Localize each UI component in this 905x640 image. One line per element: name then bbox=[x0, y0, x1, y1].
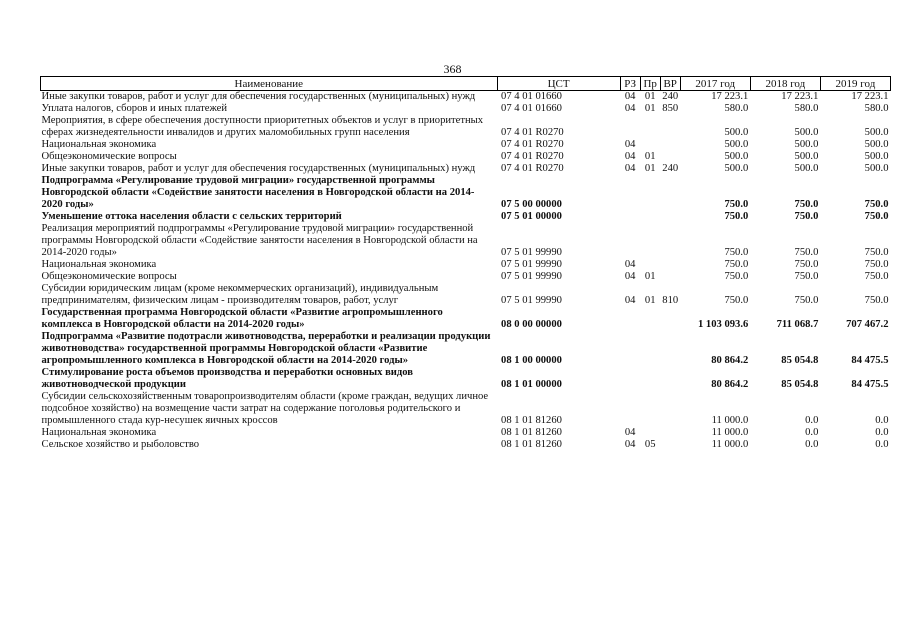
cell-pr bbox=[640, 367, 660, 391]
cell-2018: 500.0 bbox=[794, 139, 819, 150]
cell-pr bbox=[640, 211, 660, 223]
header-vr: ВР bbox=[660, 77, 680, 91]
cell-name: Уменьшение оттока населения области с сельских территорий bbox=[41, 211, 342, 222]
cell-vr bbox=[660, 331, 680, 367]
table-row bbox=[41, 259, 891, 271]
cell-pr: 01 bbox=[644, 91, 656, 102]
header-2018: 2018 год bbox=[750, 77, 820, 91]
cell-2017: 750.0 bbox=[724, 271, 749, 282]
cell-vr bbox=[660, 223, 680, 259]
cell-pr bbox=[640, 307, 660, 331]
cell-pr: 01 bbox=[644, 271, 656, 282]
cell-2018: 0.0 bbox=[805, 415, 819, 426]
cell-cst: 08 1 00 00000 bbox=[501, 355, 562, 366]
cell-2017: 17 223.1 bbox=[711, 91, 749, 102]
cell-cst: 08 1 01 00000 bbox=[501, 379, 562, 390]
cell-2019: 707 467.2 bbox=[846, 319, 889, 330]
cell-vr bbox=[660, 367, 680, 391]
table-row bbox=[41, 391, 891, 427]
cell-2018: 500.0 bbox=[794, 151, 819, 162]
header-name: Наименование bbox=[41, 77, 498, 91]
cell-cst: 07 4 01 R0270 bbox=[501, 139, 564, 150]
cell-rz: 04 bbox=[624, 139, 636, 150]
cell-2019: 750.0 bbox=[864, 271, 889, 282]
cell-2017: 11 000.0 bbox=[711, 439, 749, 450]
cell-rz bbox=[620, 223, 640, 259]
cell-cst: 07 4 01 01660 bbox=[501, 103, 562, 114]
cell-2018: 500.0 bbox=[794, 127, 819, 138]
cell-rz: 04 bbox=[624, 151, 636, 162]
cell-2018: 750.0 bbox=[794, 199, 819, 210]
cell-name: Стимулирование роста объемов производства и переработки основных видов животноводческой продукции bbox=[41, 367, 414, 390]
cell-2018: 750.0 bbox=[794, 271, 819, 282]
cell-vr bbox=[660, 427, 680, 439]
cell-vr: 240 bbox=[662, 91, 679, 102]
table-row bbox=[41, 439, 891, 451]
cell-rz: 04 bbox=[624, 439, 636, 450]
cell-2018: 85 054.8 bbox=[781, 355, 819, 366]
cell-cst: 07 4 01 01660 bbox=[501, 91, 562, 102]
cell-vr bbox=[660, 391, 680, 427]
table-row bbox=[41, 427, 891, 439]
cell-cst: 08 1 01 81260 bbox=[501, 415, 562, 426]
cell-rz bbox=[620, 307, 640, 331]
cell-2019: 500.0 bbox=[864, 151, 889, 162]
page-number: 368 bbox=[443, 62, 462, 76]
cell-pr bbox=[640, 139, 660, 151]
cell-name: Государственная программа Новгородской области «Развитие агропромышленного комплекса в Новгородской области на 2014-2020 годы» bbox=[41, 307, 443, 330]
table-row bbox=[41, 283, 891, 307]
cell-vr: 810 bbox=[662, 295, 679, 306]
cell-2019: 84 475.5 bbox=[851, 379, 889, 390]
cell-2017: 750.0 bbox=[724, 259, 749, 270]
cell-2019: 17 223.1 bbox=[851, 91, 889, 102]
cell-name: Субсидии сельскохозяйственным товаропроизводителям области (кроме граждан, ведущих личное подсобное хозяйство) на возмещение части затрат на содержание поголовья родительского и промышленного стада кур-несушек яичных кроссов bbox=[41, 391, 489, 426]
cell-cst: 07 5 01 99990 bbox=[501, 271, 562, 282]
table-row bbox=[41, 175, 891, 211]
cell-rz bbox=[620, 175, 640, 211]
cell-name: Иные закупки товаров, работ и услуг для обеспечения государственных (муниципальных) нужд bbox=[41, 163, 476, 174]
cell-cst: 07 4 01 R0270 bbox=[501, 127, 564, 138]
cell-pr bbox=[640, 331, 660, 367]
cell-pr bbox=[640, 391, 660, 427]
header-pr: Пр bbox=[640, 77, 660, 91]
cell-vr: 850 bbox=[662, 103, 679, 114]
cell-2018: 750.0 bbox=[794, 247, 819, 258]
cell-pr: 01 bbox=[644, 295, 656, 306]
table-row bbox=[41, 271, 891, 283]
cell-cst: 07 5 01 99990 bbox=[501, 295, 562, 306]
cell-2018: 17 223.1 bbox=[781, 91, 819, 102]
cell-pr bbox=[640, 115, 660, 139]
cell-vr: 240 bbox=[662, 163, 679, 174]
cell-2019: 750.0 bbox=[864, 199, 889, 210]
cell-2017: 80 864.2 bbox=[711, 379, 749, 390]
cell-pr: 05 bbox=[644, 439, 656, 450]
cell-2017: 11 000.0 bbox=[711, 415, 749, 426]
cell-vr bbox=[660, 307, 680, 331]
cell-2019: 750.0 bbox=[864, 295, 889, 306]
cell-vr bbox=[660, 175, 680, 211]
cell-cst: 07 5 01 99990 bbox=[501, 259, 562, 270]
cell-rz bbox=[620, 115, 640, 139]
table-row bbox=[41, 307, 891, 331]
cell-2019: 84 475.5 bbox=[851, 355, 889, 366]
cell-pr bbox=[640, 427, 660, 439]
cell-2017: 750.0 bbox=[724, 247, 749, 258]
cell-vr bbox=[660, 259, 680, 271]
table-body bbox=[41, 91, 891, 452]
cell-rz: 04 bbox=[624, 427, 636, 438]
cell-name: Национальная экономика bbox=[41, 259, 157, 270]
cell-name: Субсидии юридическим лицам (кроме некоммерческих организаций), индивидуальным предпринимателям, физическим лицам - производителям товаров, работ, услуг bbox=[41, 283, 439, 306]
cell-2018: 750.0 bbox=[794, 259, 819, 270]
cell-cst: 07 5 00 00000 bbox=[501, 199, 562, 210]
header-cst: ЦСТ bbox=[497, 77, 620, 91]
cell-2019: 500.0 bbox=[864, 127, 889, 138]
cell-cst: 08 0 00 00000 bbox=[501, 319, 562, 330]
table-row bbox=[41, 211, 891, 223]
cell-2017: 1 103 093.6 bbox=[697, 319, 749, 330]
cell-pr: 01 bbox=[644, 163, 656, 174]
budget-table bbox=[40, 76, 891, 451]
cell-pr: 01 bbox=[644, 151, 656, 162]
cell-cst: 08 1 01 81260 bbox=[501, 427, 562, 438]
cell-2019: 580.0 bbox=[864, 103, 889, 114]
cell-cst: 07 4 01 R0270 bbox=[501, 151, 564, 162]
cell-2018: 0.0 bbox=[805, 439, 819, 450]
cell-2019: 750.0 bbox=[864, 247, 889, 258]
cell-name: Мероприятия, в сфере обеспечения доступности приоритетных объектов и услуг в приоритетных сферах жизнедеятельности инвалидов и других маломобильных групп населения bbox=[41, 115, 484, 138]
cell-rz: 04 bbox=[624, 163, 636, 174]
cell-2017: 80 864.2 bbox=[711, 355, 749, 366]
table-row bbox=[41, 367, 891, 391]
cell-rz: 04 bbox=[624, 271, 636, 282]
cell-2017: 500.0 bbox=[724, 139, 749, 150]
table-row bbox=[41, 151, 891, 163]
cell-name: Общеэкономические вопросы bbox=[41, 271, 177, 282]
cell-vr bbox=[660, 139, 680, 151]
cell-2018: 0.0 bbox=[805, 427, 819, 438]
cell-pr bbox=[640, 259, 660, 271]
cell-name: Реализация мероприятий подпрограммы «Регулирование трудовой миграции» государственной программы Новгородской области «Содействие занятости населения в Новгородской области на 2014-2020 годы» bbox=[41, 223, 478, 258]
cell-rz bbox=[620, 367, 640, 391]
cell-cst: 08 1 01 81260 bbox=[501, 439, 562, 450]
header-2017: 2017 год bbox=[680, 77, 750, 91]
cell-cst: 07 5 01 00000 bbox=[501, 211, 562, 222]
table-row bbox=[41, 91, 891, 104]
table-header-row bbox=[41, 77, 891, 91]
cell-name: Иные закупки товаров, работ и услуг для обеспечения государственных (муниципальных) нужд bbox=[41, 91, 476, 102]
cell-vr bbox=[660, 211, 680, 223]
cell-vr bbox=[660, 115, 680, 139]
cell-2017: 750.0 bbox=[724, 199, 749, 210]
cell-2018: 85 054.8 bbox=[781, 379, 819, 390]
cell-2017: 750.0 bbox=[724, 211, 749, 222]
cell-2019: 500.0 bbox=[864, 163, 889, 174]
cell-rz: 04 bbox=[624, 91, 636, 102]
table-row bbox=[41, 163, 891, 175]
cell-pr: 01 bbox=[644, 103, 656, 114]
cell-2019: 0.0 bbox=[875, 427, 889, 438]
cell-2017: 500.0 bbox=[724, 151, 749, 162]
cell-name: Подпрограмма «Регулирование трудовой миграции» государственной программы Новгородской области «Содействие занятости населения в Новгородской области на 2014-2020 годы» bbox=[41, 175, 475, 210]
cell-2019: 0.0 bbox=[875, 415, 889, 426]
cell-name: Подпрограмма «Развитие подотрасли животноводства, переработки и реализации продукции животноводства» государственной программы Новгородской области «Развитие агропромышленного комплекса в Новгородской области на 2014-2020 годы» bbox=[41, 331, 491, 366]
cell-name: Уплата налогов, сборов и иных платежей bbox=[41, 103, 228, 114]
cell-2019: 750.0 bbox=[864, 211, 889, 222]
cell-2017: 500.0 bbox=[724, 163, 749, 174]
cell-2017: 11 000.0 bbox=[711, 427, 749, 438]
cell-2017: 750.0 bbox=[724, 295, 749, 306]
cell-2018: 580.0 bbox=[794, 103, 819, 114]
table-row bbox=[41, 139, 891, 151]
cell-2019: 750.0 bbox=[864, 259, 889, 270]
cell-rz bbox=[620, 211, 640, 223]
cell-2019: 0.0 bbox=[875, 439, 889, 450]
cell-pr bbox=[640, 175, 660, 211]
cell-rz bbox=[620, 391, 640, 427]
cell-vr bbox=[660, 271, 680, 283]
cell-name: Национальная экономика bbox=[41, 139, 157, 150]
cell-rz: 04 bbox=[624, 259, 636, 270]
cell-name: Сельское хозяйство и рыболовство bbox=[41, 439, 200, 450]
cell-2018: 750.0 bbox=[794, 211, 819, 222]
cell-2017: 500.0 bbox=[724, 127, 749, 138]
cell-vr bbox=[660, 151, 680, 163]
cell-name: Национальная экономика bbox=[41, 427, 157, 438]
cell-name: Общеэкономические вопросы bbox=[41, 151, 177, 162]
cell-rz: 04 bbox=[624, 103, 636, 114]
cell-2018: 500.0 bbox=[794, 163, 819, 174]
cell-2018: 750.0 bbox=[794, 295, 819, 306]
cell-cst: 07 5 01 99990 bbox=[501, 247, 562, 258]
header-rz: РЗ bbox=[620, 77, 640, 91]
cell-rz bbox=[620, 331, 640, 367]
cell-cst: 07 4 01 R0270 bbox=[501, 163, 564, 174]
cell-2018: 711 068.7 bbox=[776, 319, 819, 330]
table-row bbox=[41, 331, 891, 367]
table-row bbox=[41, 115, 891, 139]
cell-rz: 04 bbox=[624, 295, 636, 306]
cell-2019: 500.0 bbox=[864, 139, 889, 150]
cell-pr bbox=[640, 223, 660, 259]
cell-vr bbox=[660, 439, 680, 451]
cell-2017: 580.0 bbox=[724, 103, 749, 114]
table-row bbox=[41, 223, 891, 259]
table-row bbox=[41, 103, 891, 115]
header-2019: 2019 год bbox=[820, 77, 890, 91]
